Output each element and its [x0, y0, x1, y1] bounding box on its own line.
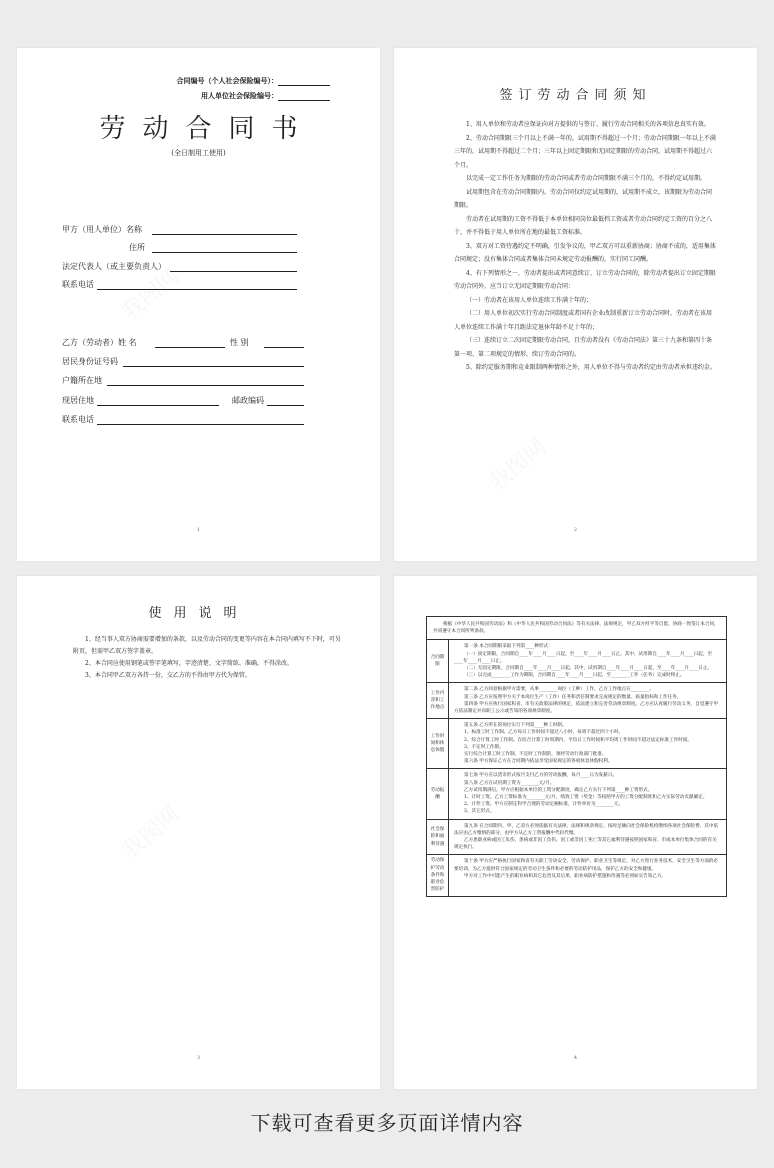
- contract-terms-table: [426, 616, 727, 897]
- paragraph: 4、有下列情形之一，劳动者提出或者同意续订、订立劳动合同的，除劳动者提出订立固定期限劳动合同外，应当订立无固定期限劳动合同：: [454, 269, 716, 290]
- page-number: 2: [573, 527, 578, 533]
- row-content: [449, 855, 726, 895]
- postcode-label: 邮政编码: [232, 396, 264, 405]
- clause-text: 第九条 在合同期内，甲、乙双方必须依据有关法律、法规和规章规定，按时足额向社会保险机构缴纳各项社会保险费，其中依法应由乙方缴纳的部分，由甲方从乙方工资报酬中代扣代缴。: [454, 823, 719, 836]
- table-row: [427, 719, 726, 769]
- address-line: [152, 252, 297, 253]
- page-title: 使用说明: [148, 606, 249, 621]
- contract-terms-page: [394, 576, 757, 1089]
- row-content: [449, 640, 726, 682]
- gender-label: 性 别: [230, 338, 249, 347]
- clause-text: 2、计件工资。甲方应制定科学合理的劳动定额标准，计件单价为________元。: [464, 802, 624, 808]
- id-number-label: 居民身份证号码: [62, 357, 118, 366]
- page-number: 3: [196, 1055, 201, 1061]
- residence-label: 现居住地: [62, 396, 94, 405]
- row-label: 工作时间和休息休假: [427, 719, 449, 768]
- postcode-line: [267, 405, 304, 406]
- address-label: 住所: [129, 243, 145, 252]
- clause-text: 3、其它形式。: [464, 809, 495, 815]
- household-line: [107, 385, 304, 386]
- legal-rep-line: [170, 271, 297, 272]
- table-row: [427, 855, 726, 895]
- clause-text: 3、不定时工作制。: [464, 744, 504, 750]
- page-number: 1: [196, 527, 201, 533]
- id-number-line: [123, 366, 304, 367]
- paragraph: （三）连续订立二次固定期限劳动合同，且劳动者没有《劳动合同法》第三十九条和第四十条第一项、第二项规定的情形，续订劳动合同的。: [454, 337, 713, 358]
- paragraph: 劳动者在试用期的工资不得低于本单位相同岗位最低档工资或者劳动合同约定工资的百分之八十，并不得低于用人单位所在地的最低工资标准。: [454, 215, 713, 236]
- instructions-body: [73, 634, 343, 682]
- clause-text: 第一条 本合同期限采取下列第____种形式：: [464, 644, 553, 650]
- paragraph: 试用期包含在劳动合同期限内。劳动合同仅约定试用期的，试用期不成立，该期限为劳动合同期限。: [454, 188, 713, 209]
- row-label: 劳动保护劳动条件和职业危害防护: [427, 855, 449, 895]
- watermark: [482, 430, 552, 496]
- table-row: [427, 820, 726, 856]
- paragraph: 3、双方对工资待遇约定不明确，引发争议的，甲乙双方可以重新协商；协商不成的，适用集体合同规定；没有集体合同或者集体合同未规定劳动报酬的，实行同工同酬。: [454, 242, 716, 263]
- clause-text: 1、计时工资。乙方工资标准为________元/月，绩效工资（奖金）等按照甲方的工资分配制度和乙方实际劳动贡献确定。: [464, 795, 708, 801]
- clause-text: 第八条 乙方在试用期工资为________元/月。: [464, 780, 555, 786]
- clause-text: 甲方对工作中可能产生的职业病和其它危害及其后果、职业病防护措施和待遇等必须如实告知乙方。: [464, 873, 667, 879]
- notes-body: [454, 118, 716, 375]
- phone-a-label: 联系电话: [62, 280, 94, 289]
- paragraph: 1、用人单位和劳动者应保证向对方提供的与签订、履行劳动合同相关的各项信息真实有效。: [466, 121, 710, 128]
- table-row: [427, 640, 726, 683]
- document-title: 劳动合同书: [99, 114, 315, 144]
- table-row: [427, 683, 726, 719]
- footer-caption: 下载可查看更多页面详情内容: [250, 1111, 524, 1135]
- signing-notes-page: [394, 48, 757, 561]
- party-b-name-line: [155, 347, 225, 348]
- row-content: [449, 769, 726, 818]
- table-row: [427, 769, 726, 819]
- legal-rep-label: 法定代表人（或主要负责人）: [62, 262, 166, 271]
- residence-line: [97, 405, 219, 406]
- paragraph: 2、本合同应使用钢笔或签字笔填写，字迹清楚、文字简练、准确，不得涂改。: [85, 660, 293, 667]
- row-content: [449, 683, 726, 718]
- table-intro: 根据《中华人民共和国劳动法》和《中华人民共和国劳动合同法》等有关法律、法规规定，甲乙双方经平等自愿、协商一致签订本合同，共同遵守本合同所列条款。: [427, 617, 726, 640]
- clause-text: 第四条 甲方应执行国家和省、市有关政策法律的规定，依法建立和完善劳动规章制度。乙方应认真履行劳动义务，自觉遵守甲方依法制定并向职工公示或告知的各项规章制度。: [454, 701, 719, 715]
- paragraph: 2、劳动合同期限三个月以上不满一年的，试用期不得超过一个月；劳动合同期限一年以上不满三年的，试用期不得超过二个月；三年以上固定期限和无固定期限的劳动合同，试用期不得超过六个月。: [454, 134, 716, 169]
- usage-instructions-page: [17, 576, 380, 1089]
- household-label: 户籍所在地: [62, 376, 102, 385]
- watermark: [115, 798, 185, 864]
- paragraph: （二）用人单位初次实行劳动合同制度或者国有企业改制重新订立劳动合同时，劳动者在该用人单位连续工作满十年且距法定退休年龄不足十年的；: [454, 310, 713, 331]
- document-subtitle: (全日制用工使用): [171, 149, 226, 157]
- employer-insurance-number-field: 用人单位社会保险编号：: [201, 91, 330, 101]
- clause-text: 第十条 甲方应严格执行国家和省有关职工劳动安全、劳动保护、职业卫生等规定，对乙方进行业务技术、安全卫生等方面的必要培训，为乙方提供符合国家规定的劳动卫生条件和必要的劳动防护用品，保护乙方的安全和健康。: [454, 859, 719, 872]
- clause-text: 第二条 乙方同意根据甲方需要，从事________岗位（工种）工作，乙方工作地点在________。: [464, 687, 654, 693]
- clause-text: 1、标准工时工作制。乙方每日工作时间不超过八小时，每周不超过四十小时。: [464, 730, 624, 736]
- row-content: [449, 820, 726, 855]
- clause-text: （三）以完成________工作为期限，合同期自____年____月____日起，至________工作（任务）完成时终止。: [464, 673, 685, 679]
- paragraph: 1、经当事人双方协商需要增加的条款，以及劳动合同的变更等内容在本合同内填写不下时，可另附页，但需甲乙双方签字盖章。: [73, 636, 341, 655]
- phone-a-line: [97, 289, 297, 290]
- clause-text: 乙方患职业病或因工负伤、患病或非因工负伤、因工或非因工死亡等其它福利待遇按照国家和省、市或本单位集体合同的有关规定执行。: [454, 838, 717, 851]
- party-b-name-label: 乙方（劳动者）姓 名: [62, 338, 137, 347]
- page-title: 签订劳动合同须知: [499, 88, 652, 103]
- contract-number-field: 合同编号（个人社会保险编号）：: [177, 76, 331, 86]
- phone-b-line: [97, 424, 304, 425]
- phone-b-label: 联系电话: [62, 415, 94, 424]
- contract-cover-page: [17, 48, 380, 561]
- clause-text: 2、综合计算工时工作制。在综合计算工时周期内，平均日工作时间和平均周工作时间不超过法定标准工作时间。: [464, 737, 693, 743]
- paragraph: （一）劳动者在该用人单位连续工作满十年的；: [466, 296, 593, 304]
- clause-text: 乙方试用期满后，甲方应根据本单位的工资分配制度，确定乙方实行下列第____种工资形式。: [464, 787, 653, 793]
- row-label: 合同期限: [427, 640, 449, 682]
- clause-text: （二）无固定期限，合同期自____年____月____日起。其中，试用期自____年____月____日起，至____年____月____日止。: [464, 666, 713, 672]
- row-content: [449, 719, 726, 768]
- clause-text: （一）固定期限，合同期自____年____月____日起，至____年____月____日止。其中，试用期自____年____月____日起，至____年____月____日止。: [454, 651, 713, 664]
- row-label: 社会保险和福利待遇: [427, 820, 449, 855]
- clause-text: 第五条 乙方所在的岗位实行下列第____种工时制。: [464, 723, 567, 729]
- clause-text: 第三条 乙方应按照甲方关于本岗位生产（工作）任务和责任制要求完成规定的数量、质量指标和工作任务。: [464, 694, 682, 700]
- clause-text: 第六条 甲方保证乙方在合同期内依法享受国家规定的各项休息休假权利。: [464, 759, 613, 765]
- row-label: 工作内容和工作地点: [427, 683, 449, 718]
- row-label: 劳动报酬: [427, 769, 449, 818]
- party-a-name-line: [152, 234, 297, 235]
- clause-text: 第七条 甲方应以货币形式按月支付乙方的劳动报酬，每月____日为发薪日。: [464, 773, 618, 779]
- clause-text: 实行综合计算工时工作制、不定时工作制的，须经劳动行政部门批准。: [464, 752, 607, 758]
- page-number: 4: [573, 1055, 578, 1061]
- paragraph: 5、除约定服务期和竞业限制两种情形之外，用人单位不得与劳动者约定由劳动者承担违约金。: [466, 364, 716, 371]
- paragraph: 3、本合同甲乙双方各持一份，交乙方的不得由甲方代为保管。: [85, 672, 251, 679]
- party-a-name-label: 甲方（用人单位）名称: [62, 225, 142, 234]
- paragraph: 以完成一定工作任务为期限的劳动合同或者劳动合同期限不满三个月的，不得约定试用期。: [466, 175, 707, 182]
- gender-line: [264, 347, 304, 348]
